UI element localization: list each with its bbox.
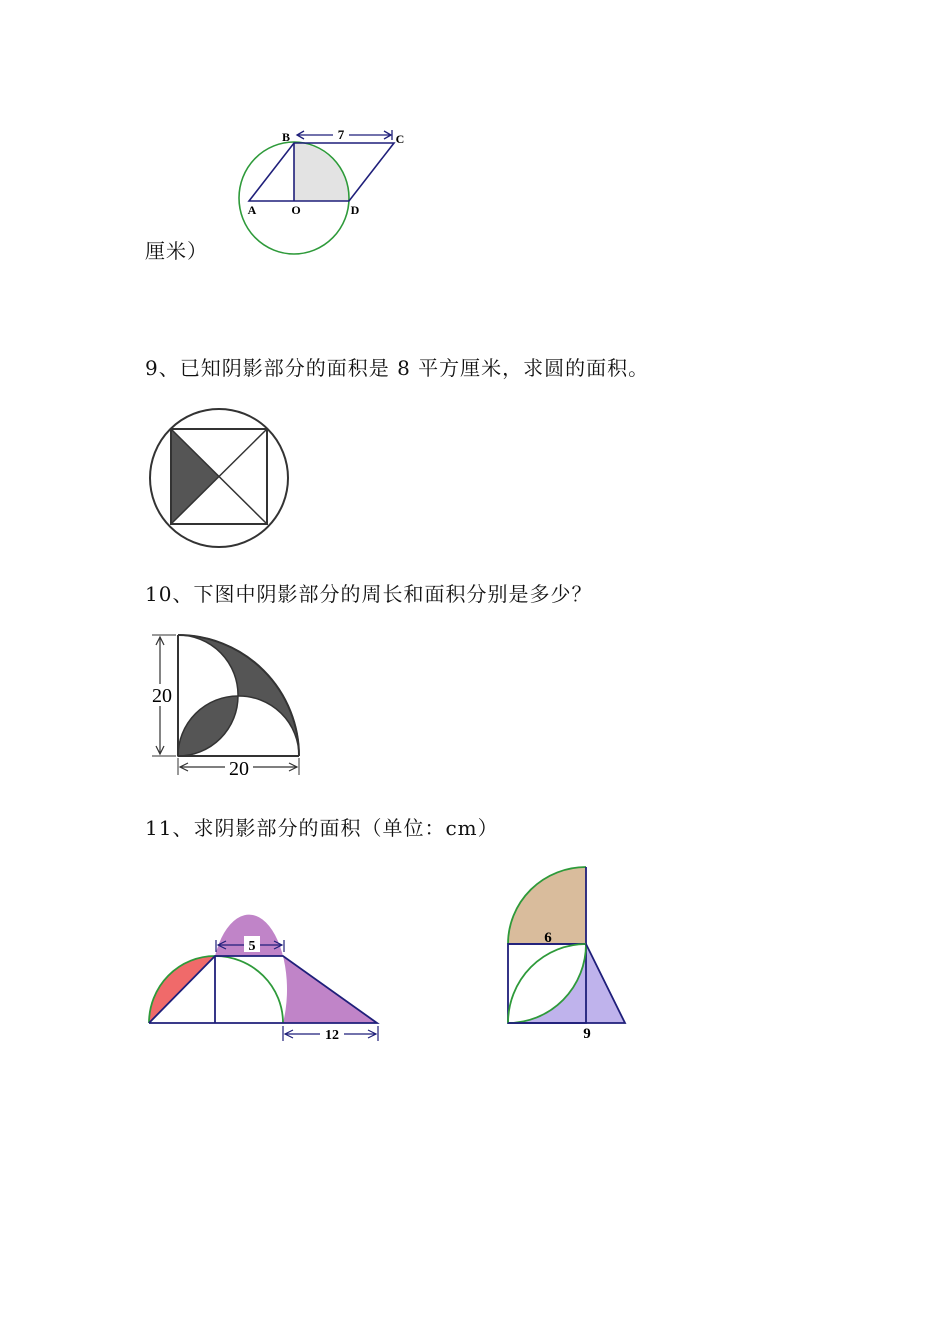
bc-length-label: 7	[337, 127, 345, 142]
base-length-label: 9	[583, 1026, 591, 1042]
question-9: 9、已知阴影部分的面积是 8 平方厘米，求圆的面积。	[145, 356, 650, 380]
point-o-label: O	[291, 203, 301, 217]
point-d-label: D	[350, 203, 360, 217]
point-c-label: C	[395, 132, 405, 146]
side-vertical-label: 20	[152, 685, 172, 707]
point-a-label: A	[247, 203, 257, 217]
side-horizontal-label: 20	[229, 758, 249, 780]
point-b-label: B	[281, 130, 291, 144]
square-side-label: 6	[544, 930, 552, 946]
answer-unit-fragment: 厘米）	[145, 239, 208, 263]
bottom-length-label: 12	[325, 1028, 339, 1043]
question-10: 10、下图中阴影部分的周长和面积分别是多少？	[145, 582, 593, 606]
shaded-lavender-region	[508, 944, 625, 1023]
question-11: 11、求阴影部分的面积（单位：cm）	[145, 816, 499, 840]
top-length-label: 5	[248, 939, 256, 954]
